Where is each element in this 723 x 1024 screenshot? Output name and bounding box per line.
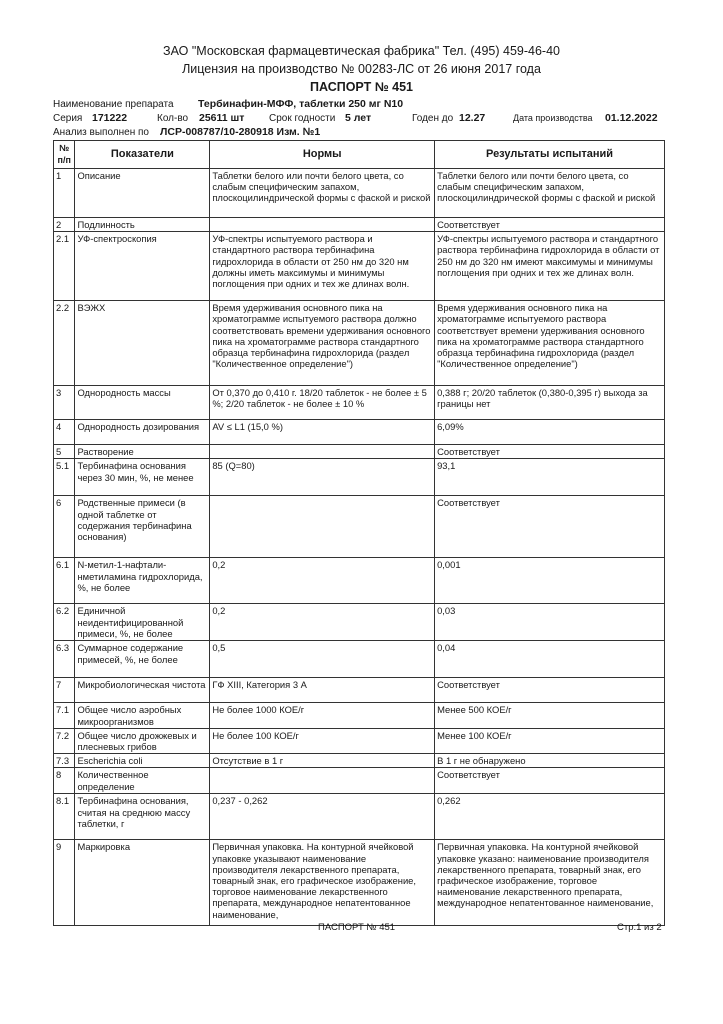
- table-row: [54, 641, 665, 678]
- cell-result: Первичная упаковка. На контурной ячейковой упаковке указано: наименование производителя лекарственного препарата, товарный знак, его графическое изображение, торговое наименование лекарственного препарата, международное непатентованное наименование,: [435, 840, 665, 926]
- cell-name: N-метил-1-нафтали-нметиламина гидрохлорида, %, не более: [75, 558, 210, 604]
- footer-title: ПАСПОРТ № 451: [318, 922, 396, 933]
- cell-norm: Не более 1000 КОЕ/г: [210, 703, 435, 728]
- cell-name: Общее число аэробных микроорганизмов: [75, 703, 210, 728]
- cell-result: 0,001: [435, 558, 665, 604]
- analysis-value: ЛСР-008787/10-280918 Изм. №1: [160, 126, 321, 138]
- cell-name: Однородность дозирования: [75, 420, 210, 445]
- cell-norm: Время удерживания основного пика на хроматограмме испытуемого раствора должно соответствовать времени удерживания основного пика на хроматограмме раствора стандартного образца тербинафина гидрохлорида (раздел "Количественное определение"): [210, 301, 435, 386]
- cell-name: Единичной неидентифицированной примеси, %, не более: [75, 604, 210, 641]
- table-row: [54, 218, 665, 232]
- cell-result: Менее 500 КОЕ/г: [435, 703, 665, 728]
- table-row: [54, 794, 665, 840]
- cell-result: 6,09%: [435, 420, 665, 445]
- cell-norm: 85 (Q=80): [210, 459, 435, 496]
- shelf-life-label: Срок годности: [269, 113, 336, 124]
- cell-num: 5.1: [54, 459, 75, 496]
- cell-result: В 1 г не обнаружено: [435, 754, 665, 768]
- cell-name: Описание: [75, 169, 210, 218]
- cell-result: УФ-спектры испытуемого раствора и стандартного раствора тербинафина гидрохлорида в области от 250 нм до 320 нм имеют максимумы и минимумы поглощения при одних и тех же длинах волн.: [435, 232, 665, 301]
- page-title: ПАСПОРТ № 451: [310, 80, 413, 94]
- page-number: Стр.1 из 2: [617, 922, 662, 933]
- cell-norm: 0,237 - 0,262: [210, 794, 435, 840]
- cell-name: Тербинафина основания, считая на среднюю массу таблетки, г: [75, 794, 210, 840]
- table-row: [54, 678, 665, 703]
- cell-name: Общее число дрожжевых и плесневых грибов: [75, 728, 210, 753]
- table-row: [54, 604, 665, 641]
- col-indicator-header: Показатели: [75, 141, 210, 169]
- table-row: [54, 496, 665, 558]
- col-results-header: Результаты испытаний: [435, 141, 665, 169]
- cell-num: 1: [54, 169, 75, 218]
- col-number-header: № п/п: [54, 141, 75, 169]
- cell-num: 6.1: [54, 558, 75, 604]
- table-row: [54, 232, 665, 301]
- cell-name: ВЭЖХ: [75, 301, 210, 386]
- cell-name: Родственные примеси (в одной таблетке от содержания тербинафина основания): [75, 496, 210, 558]
- cell-norm: От 0,370 до 0,410 г. 18/20 таблеток - не более ± 5 %; 2/20 таблеток - не более ± 10 %: [210, 386, 435, 420]
- cell-name: Растворение: [75, 445, 210, 459]
- test-results-table: [53, 140, 665, 926]
- company-line: ЗАО "Московская фармацевтическая фабрика" Тел. (495) 459-46-40: [163, 44, 560, 58]
- cell-norm: ГФ XIII, Категория 3 А: [210, 678, 435, 703]
- valid-until-value: 12.27: [459, 112, 486, 124]
- cell-name: УФ-спектроскопия: [75, 232, 210, 301]
- cell-num: 8.1: [54, 794, 75, 840]
- cell-num: 6.3: [54, 641, 75, 678]
- cell-name: Тербинафина основания через 30 мин, %, не менее: [75, 459, 210, 496]
- cell-norm: Не более 100 КОЕ/г: [210, 728, 435, 753]
- cell-num: 2.1: [54, 232, 75, 301]
- cell-num: 6.2: [54, 604, 75, 641]
- cell-norm: 0,2: [210, 604, 435, 641]
- cell-result: Менее 100 КОЕ/г: [435, 728, 665, 753]
- table-row: [54, 754, 665, 768]
- cell-name: Подлинность: [75, 218, 210, 232]
- table-row: [54, 301, 665, 386]
- cell-norm: Отсутствие в 1 г: [210, 754, 435, 768]
- cell-num: 5: [54, 445, 75, 459]
- cell-num: 7.1: [54, 703, 75, 728]
- table-row: [54, 459, 665, 496]
- table-row: [54, 703, 665, 728]
- table-header-row: [54, 141, 665, 169]
- series-label: Серия: [53, 113, 83, 124]
- cell-result: 0,262: [435, 794, 665, 840]
- cell-norm: Первичная упаковка. На контурной ячейковой упаковке указывают наименование производителя лекарственного препарата, товарный знак, его графическое изображение, торговое наименование лекарственного препарата, международное непатентованное наименование,: [210, 840, 435, 926]
- cell-result: Таблетки белого или почти белого цвета, со слабым специфическим запахом, плоскоцилиндрической формы с фаской и риской: [435, 169, 665, 218]
- cell-name: Однородность массы: [75, 386, 210, 420]
- cell-num: 7.2: [54, 728, 75, 753]
- cell-norm: УФ-спектры испытуемого раствора и стандартного раствора тербинафина гидрохлорида в области от 250 нм до 320 нм должны иметь максимумы и минимумы поглощения при одних и тех же длинах волн.: [210, 232, 435, 301]
- cell-num: 3: [54, 386, 75, 420]
- cell-norm: [210, 445, 435, 459]
- shelf-life-value: 5 лет: [345, 112, 372, 124]
- col-norms-header: Нормы: [210, 141, 435, 169]
- production-date-value: 01.12.2022: [605, 112, 658, 124]
- cell-result: Соответствует: [435, 445, 665, 459]
- cell-num: 4: [54, 420, 75, 445]
- quantity-label: Кол-во: [157, 113, 189, 124]
- table-row: [54, 169, 665, 218]
- cell-norm: AV ≤ L1 (15,0 %): [210, 420, 435, 445]
- cell-num: 2.2: [54, 301, 75, 386]
- cell-norm: [210, 768, 435, 794]
- license-line: Лицензия на производство № 00283-ЛС от 26 июня 2017 года: [182, 62, 541, 76]
- table-row: [54, 386, 665, 420]
- cell-norm: Таблетки белого или почти белого цвета, со слабым специфическим запахом, плоскоцилиндрической формы с фаской и риской: [210, 169, 435, 218]
- table-row: [54, 840, 665, 926]
- cell-num: 2: [54, 218, 75, 232]
- cell-name: Суммарное содержание примесей, %, не более: [75, 641, 210, 678]
- cell-result: Соответствует: [435, 496, 665, 558]
- cell-norm: [210, 218, 435, 232]
- table-row: [54, 768, 665, 794]
- cell-num: 8: [54, 768, 75, 794]
- valid-until-label: Годен до: [412, 113, 454, 124]
- cell-name: Escherichia coli: [75, 754, 210, 768]
- quantity-value: 25611 шт: [199, 112, 245, 124]
- cell-result: Время удерживания основного пика на хроматограмме испытуемого раствора соответствует времени удерживания основного пика на хроматограмме раствора стандартного образца тербинафина гидрохлорида (раздел "Количественное определение"): [435, 301, 665, 386]
- table-row: [54, 420, 665, 445]
- cell-result: Соответствует: [435, 678, 665, 703]
- drug-name-label: Наименование препарата: [53, 99, 174, 110]
- cell-result: 0,04: [435, 641, 665, 678]
- drug-name-value: Тербинафин-МФФ, таблетки 250 мг N10: [198, 98, 404, 110]
- analysis-label: Анализ выполнен по: [53, 127, 149, 138]
- cell-result: Соответствует: [435, 218, 665, 232]
- cell-result: 0,388 г; 20/20 таблеток (0,380-0,395 г) выхода за границы нет: [435, 386, 665, 420]
- cell-result: 93,1: [435, 459, 665, 496]
- cell-num: 6: [54, 496, 75, 558]
- cell-norm: [210, 496, 435, 558]
- table-row: [54, 445, 665, 459]
- cell-num: 7: [54, 678, 75, 703]
- cell-norm: 0,5: [210, 641, 435, 678]
- series-value: 171222: [92, 112, 128, 124]
- cell-result: Соответствует: [435, 768, 665, 794]
- cell-name: Маркировка: [75, 840, 210, 926]
- production-date-label: Дата производства: [513, 113, 593, 123]
- table-row: [54, 728, 665, 753]
- cell-result: 0,03: [435, 604, 665, 641]
- cell-norm: 0,2: [210, 558, 435, 604]
- cell-num: 9: [54, 840, 75, 926]
- table-row: [54, 558, 665, 604]
- cell-name: Количественное определение: [75, 768, 210, 794]
- cell-num: 7.3: [54, 754, 75, 768]
- cell-name: Микробиологическая чистота: [75, 678, 210, 703]
